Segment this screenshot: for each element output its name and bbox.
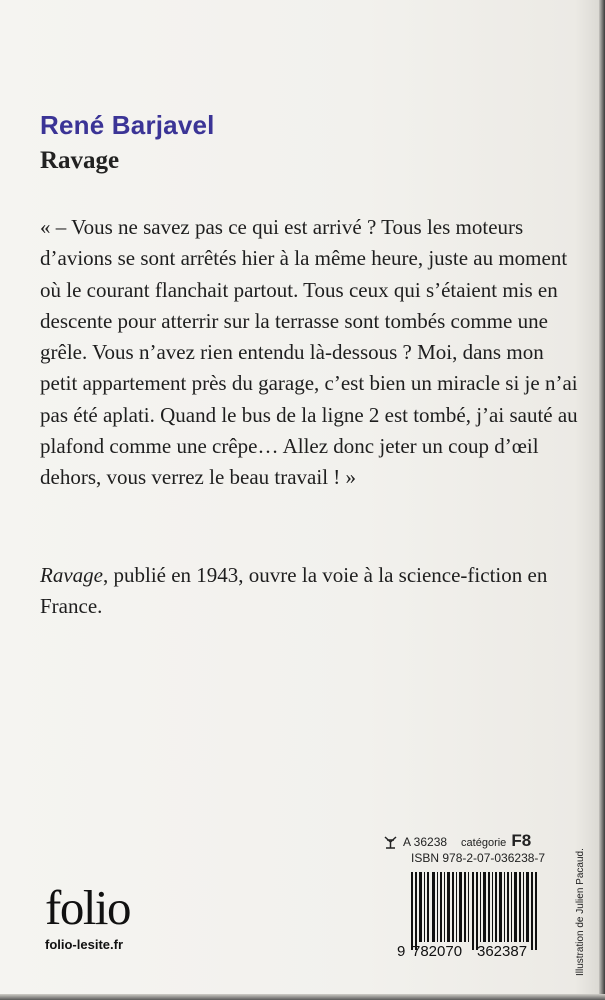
blurb-note-title: Ravage [40, 563, 103, 587]
cover-right-edge [599, 0, 605, 1000]
book-title: Ravage [40, 147, 120, 174]
publisher-website: folio-lesite.fr [45, 937, 124, 952]
blurb-note-text: , publié en 1943, ouvre la voie à la science-fiction en France. [40, 563, 548, 619]
article-code-row [383, 831, 531, 853]
folio-logo: folio [45, 880, 131, 935]
article-code: A 36238 [403, 835, 448, 849]
author-name: René Barjavel [40, 110, 215, 140]
illustration-credit: Illustration de Julien Pacaud. [575, 848, 586, 976]
isbn: ISBN 978-2-07-036238-7 [411, 851, 546, 865]
blurb-quote: « – Vous ne savez pas ce qui est arrivé ? Tous les moteurs d’avions se sont arrêtés hier à la même heure, juste au moment où le courant flanchait partout. Tous ceux qui s’étaient mis en descente pour atterrir sur la terrasse sont tombés comme une grêle. Vous n’avez rien entendu là-dessous ? Moi, dans mon petit appartement près du garage, c’est bien un miracle si je n’ai pas été aplati. Quand le bus de la ligne 2 est tombé, j’ai sauté au plafond comme une crêpe… Allez donc jeter un coup d’œil dehors, vous verrez le beau travail ! » [40, 215, 578, 490]
category-label: catégorie [461, 837, 507, 849]
barcode-icon [411, 872, 541, 952]
barcode-digits-group1: 782070 [412, 943, 463, 960]
cover-bottom-edge [0, 994, 605, 1000]
gallimard-mark-icon [383, 835, 398, 849]
barcode-digit-lead: 9 [397, 943, 406, 960]
price-category: F8 [511, 831, 532, 850]
barcode-digits-group2: 362387 [477, 943, 528, 960]
blurb-note [40, 560, 580, 623]
